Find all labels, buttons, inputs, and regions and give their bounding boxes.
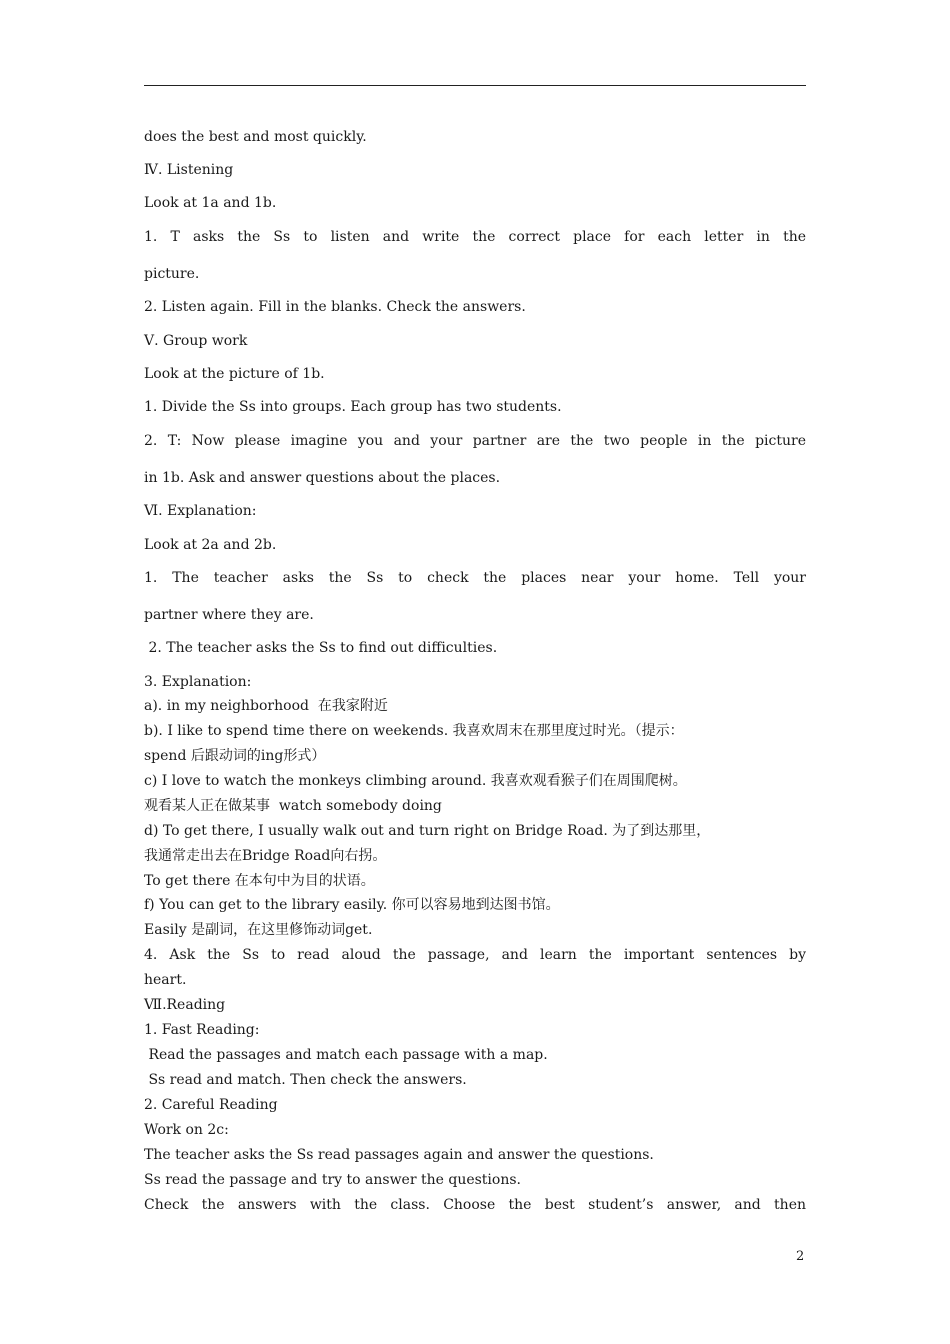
text-line: Look at 1a and 1b. bbox=[144, 195, 277, 211]
text-line: partner where they are. bbox=[144, 607, 314, 623]
text-line: heart. bbox=[144, 972, 187, 988]
text-line: Read the passages and match each passage with a map. bbox=[144, 1047, 548, 1063]
text-line: Ss read and match. Then check the answers. bbox=[144, 1072, 467, 1088]
text-line: Work on 2c: bbox=[144, 1122, 229, 1138]
text-line: c) I love to watch the monkeys climbing around. 我喜欢观看猴子们在周围爬树。 bbox=[144, 773, 687, 789]
section-heading-listening: Ⅳ. Listening bbox=[144, 162, 234, 178]
text-line: b). I like to spend time there on weekends. 我喜欢周末在那里度过时光。（提示： bbox=[144, 723, 684, 739]
text-line: 4. Ask the Ss to read aloud the passage, and learn the important sentences by bbox=[144, 947, 806, 963]
text-line: in 1b. Ask and answer questions about the places. bbox=[144, 470, 501, 486]
text-line: Look at the picture of 1b. bbox=[144, 366, 325, 382]
text-line: 1. Divide the Ss into groups. Each group has two students. bbox=[144, 399, 562, 415]
header-rule bbox=[144, 85, 806, 86]
text-line: 1. The teacher asks the Ss to check the places near your home. Tell your bbox=[144, 570, 806, 586]
text-line: Ss read the passage and try to answer the questions. bbox=[144, 1172, 521, 1188]
page-number: 2 bbox=[796, 1249, 805, 1264]
text-line: Easily 是副词，在这里修饰动词get. bbox=[144, 922, 373, 938]
text-line: The teacher asks the Ss read passages again and answer the questions. bbox=[144, 1147, 654, 1163]
text-line: To get there 在本句中为目的状语。 bbox=[144, 873, 375, 889]
text-line: 2. Careful Reading bbox=[144, 1097, 278, 1113]
text-line: d) To get there, I usually walk out and turn right on Bridge Road. 为了到达那里， bbox=[144, 823, 711, 839]
text-line: spend 后跟动词的ing形式） bbox=[144, 748, 326, 764]
text-line: a). in my neighborhood 在我家附近 bbox=[144, 698, 388, 714]
text-line: 2. Listen again. Fill in the blanks. Check the answers. bbox=[144, 299, 526, 315]
text-line: 1. T asks the Ss to listen and write the correct place for each letter in the bbox=[144, 229, 806, 245]
text-line: 2. T: Now please imagine you and your partner are the two people in the picture bbox=[144, 433, 806, 449]
text-line: 1. Fast Reading: bbox=[144, 1022, 260, 1038]
text-line: Check the answers with the class. Choose the best student’s answer, and then bbox=[144, 1197, 806, 1213]
text-line: picture. bbox=[144, 266, 200, 282]
text-line: does the best and most quickly. bbox=[144, 129, 367, 145]
text-line: 观看某人正在做某事 watch somebody doing bbox=[144, 798, 442, 814]
text-line: f) You can get to the library easily. 你可以容易地到达图书馆。 bbox=[144, 897, 560, 913]
text-line: 我通常走出去在Bridge Road向右拐。 bbox=[144, 848, 387, 864]
text-line: Look at 2a and 2b. bbox=[144, 537, 277, 553]
section-heading-group-work: Ⅴ. Group work bbox=[144, 333, 248, 349]
section-heading-explanation: Ⅵ. Explanation: bbox=[144, 503, 257, 519]
text-line: 2. The teacher asks the Ss to find out difficulties. bbox=[144, 640, 498, 656]
text-line: 3. Explanation: bbox=[144, 674, 252, 690]
section-heading-reading: Ⅶ.Reading bbox=[144, 997, 226, 1013]
